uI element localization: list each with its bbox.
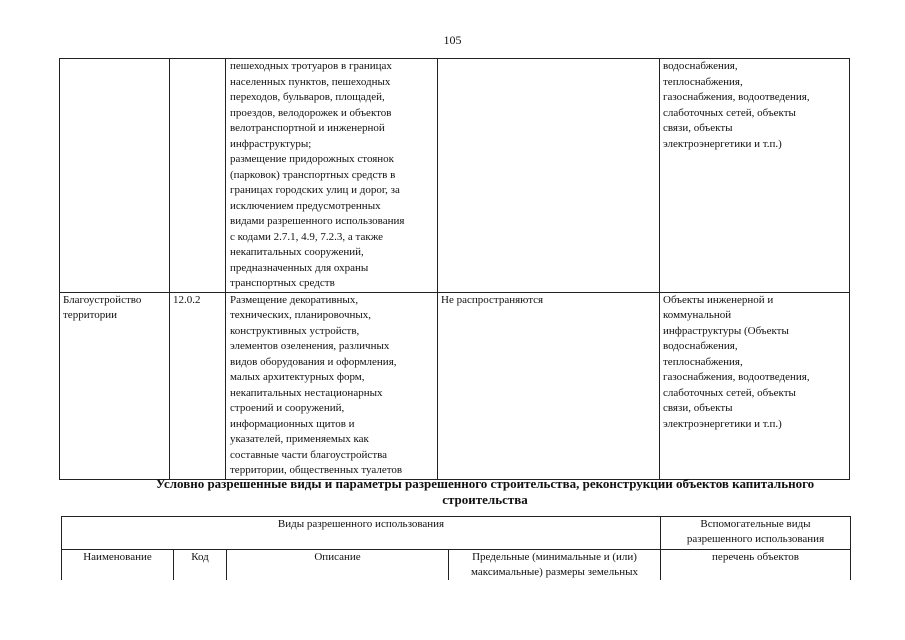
text-line: некапитальных нестационарных	[230, 386, 383, 399]
text-line: разрешенного использования	[686, 533, 825, 545]
text-line: инфраструктуры (Объекты	[663, 324, 789, 337]
header-aux-cell	[661, 517, 851, 550]
text-line: видов оборудования и оформления,	[230, 355, 397, 368]
table-row	[60, 59, 850, 293]
table-subheader-row	[62, 550, 851, 581]
text-line: переходов, бульваров, площадей,	[230, 91, 385, 103]
text-line: размещение придорожных стоянок	[230, 153, 395, 165]
text-line: с кодами 2.7.1, 4.9, 7.2.3, а также	[230, 230, 384, 243]
text-line: коммунальной	[663, 309, 732, 321]
col-desc-header: Описание	[227, 550, 449, 581]
col-code-header: Код	[174, 550, 227, 581]
text-line: теплоснабжения,	[663, 355, 743, 368]
text-line: границах городских улиц и дорог, за	[230, 184, 400, 196]
table-header-row	[62, 517, 851, 550]
text-line: слаботочных сетей, объекты	[663, 386, 796, 399]
text-line: территории	[63, 309, 118, 321]
text-line: теплоснабжения,	[663, 75, 743, 88]
text-line: конструктивных устройств,	[230, 324, 360, 337]
text-line: Предельные (минимальные и (или)	[472, 551, 637, 563]
text-line: территории, общественных туалетов	[230, 464, 403, 476]
conditional-use-table	[61, 516, 851, 580]
text-line: видами разрешенного использования	[230, 215, 405, 227]
name-cell	[60, 59, 170, 293]
text-line: транспортных средств	[230, 277, 335, 289]
text-line: Благоустройство	[63, 293, 142, 306]
code-cell	[170, 59, 226, 293]
section-heading	[90, 476, 880, 508]
text-line: Размещение декоративных,	[230, 293, 359, 306]
text-line: максимальные) размеры земельных	[471, 566, 638, 578]
text-line: технических, планировочных,	[230, 309, 372, 321]
land-use-table	[59, 58, 850, 480]
text-line: указателей, применяемых как	[230, 433, 369, 445]
text-line: малых архитектурных форм,	[230, 371, 365, 383]
text-line: (парковок) транспортных средств в	[230, 168, 396, 181]
col-params-header	[449, 550, 661, 581]
aux-cell	[660, 59, 850, 293]
text-line: Объекты инженерной и	[663, 293, 774, 306]
text-line: велотранспортной и инженерной	[230, 122, 385, 134]
heading-line: строительства	[442, 492, 528, 507]
text-line: газоснабжения, водоотведения,	[663, 371, 810, 383]
col-name-header: Наименование	[62, 550, 174, 581]
aux-cell	[660, 292, 850, 479]
text-line: проездов, велодорожек и объектов	[230, 106, 392, 119]
text-line: некапитальных сооружений,	[230, 246, 364, 258]
text-line: строений и сооружений,	[230, 402, 345, 414]
text-line: связи, объекты	[663, 402, 733, 414]
description-cell	[226, 59, 438, 293]
text-line: составные части благоустройства	[230, 448, 388, 461]
params-cell: Не распространяются	[438, 292, 660, 479]
description-cell	[226, 292, 438, 479]
code-cell: 12.0.2	[170, 292, 226, 479]
text-line: электроэнергетики и т.п.)	[663, 137, 782, 150]
header-main-cell: Виды разрешенного использования	[62, 517, 661, 550]
table-row	[60, 292, 850, 479]
text-line: инфраструктуры;	[230, 137, 312, 150]
text-line: электроэнергетики и т.п.)	[663, 417, 782, 430]
text-line: информационных щитов и	[230, 417, 355, 430]
text-line: связи, объекты	[663, 122, 733, 134]
text-line: водоснабжения,	[663, 60, 738, 72]
text-line: пешеходных тротуаров в границах	[230, 60, 392, 72]
page-number: 105	[443, 33, 462, 47]
text-line: водоснабжения,	[663, 340, 738, 352]
text-line: газоснабжения, водоотведения,	[663, 91, 810, 103]
text-line: Вспомогательные виды	[700, 518, 811, 530]
heading-line: Условно разрешенные виды и параметры разрешенного строительства, реконструкции объектов капитального	[155, 476, 815, 491]
text-line: исключением предусмотренных	[230, 199, 381, 212]
text-line: элементов озеленения, различных	[230, 340, 390, 352]
col-aux-header: перечень объектов	[661, 550, 851, 581]
params-cell	[438, 59, 660, 293]
text-line: слаботочных сетей, объекты	[663, 106, 796, 119]
text-line: предназначенных для охраны	[230, 261, 369, 274]
text-line: населенных пунктов, пешеходных	[230, 75, 391, 88]
name-cell	[60, 292, 170, 479]
